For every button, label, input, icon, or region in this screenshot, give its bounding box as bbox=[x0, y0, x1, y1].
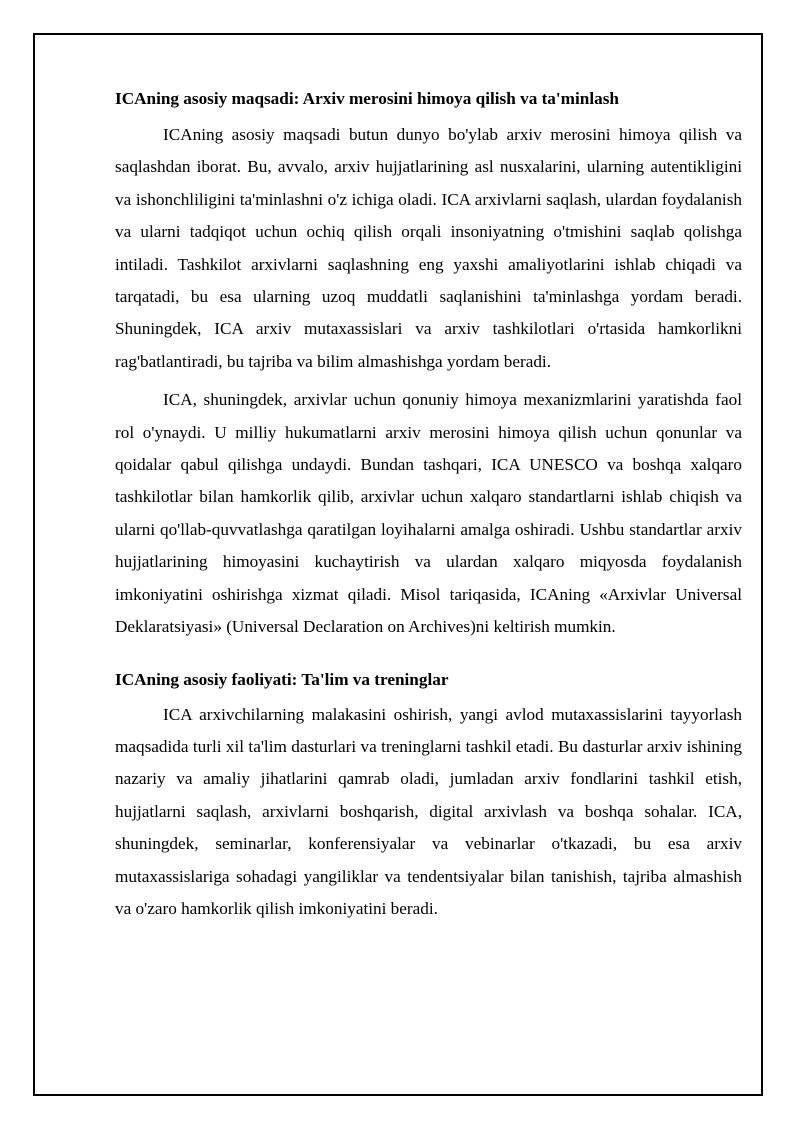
section-heading-goal: ICAning asosiy maqsadi: Arxiv merosini himoya qilish va ta'minlash bbox=[115, 89, 619, 108]
document-body bbox=[115, 86, 742, 931]
paragraph-goal-2: ICA, shuningdek, arxivlar uchun qonuniy himoya mexanizmlarini yaratishda faol rol o'ynaydi. U milliy hukumatlarni arxiv merosini himoya qilish uchun qonunlar va qoidalar qabul qilishga undaydi. Bundan tashqari, ICA UNESCO va boshqa xalqaro tashkilotlar bilan hamkorlik qilib, arxivlar uchun xalqaro standartlarni ishlab chiqish va ularni qo'llab-quvvatlashga qaratilgan loyihalarni amalga oshiradi. Ushbu standartlar arxiv hujjatlarining himoyasini kuchaytirish va ulardan xalqaro miqyosda foydalanish imkoniyatini oshirishga xizmat qiladi. Misol tariqasida, ICAning «Arxivlar Universal Deklaratsiyasi» (Universal Declaration on Archives)ni keltirish mumkin. bbox=[115, 390, 742, 637]
section-heading-activity: ICAning asosiy faoliyati: Ta'lim va treninglar bbox=[115, 669, 449, 689]
paragraph-goal-1: ICAning asosiy maqsadi butun dunyo bo'ylab arxiv merosini himoya qilish va saqlashdan iborat. Bu, avvalo, arxiv hujjatlarining asl nusxalarini, ularning autentikligini va ishonchliligini ta'minlashni o'z ichiga oladi. ICA arxivlarni saqlash, ulardan foydalanish va ularni tadqiqot uchun ochiq qilish orqali insoniyatning o'tmishini saqlab qolishga intiladi. Tashkilot arxivlarni saqlashning eng yaxshi amaliyotlarini ishlab chiqadi va tarqatadi, bu esa ularning uzoq muddatli saqlanishini ta'minlashga yordam beradi. Shuningdek, ICA arxiv mutaxassislari va arxiv tashkilotlari o'rtasida hamkorlikni rag'batlantiradi, bu tajriba va bilim almashishga yordam beradi. bbox=[115, 125, 742, 371]
paragraph-activity-1: ICA arxivchilarning malakasini oshirish, yangi avlod mutaxassislarini tayyorlash maqsadida turli xil ta'lim dasturlari va treninglarni tashkil etadi. Bu dasturlar arxiv ishining nazariy va amaliy jihatlarini qamrab oladi, jumladan arxiv fondlarini tashkil etish, hujjatlarni saqlash, arxivlarni boshqarish, digital arxivlash va boshqa sohalar. ICA, shuningdek, seminarlar, konferensiyalar va vebinarlar o'tkazadi, bu esa arxiv mutaxassislariga sohadagi yangiliklar va tendentsiyalar bilan tanishish, tajriba almashish va o'zaro hamkorlik qilish imkoniyatini beradi. bbox=[115, 704, 742, 918]
